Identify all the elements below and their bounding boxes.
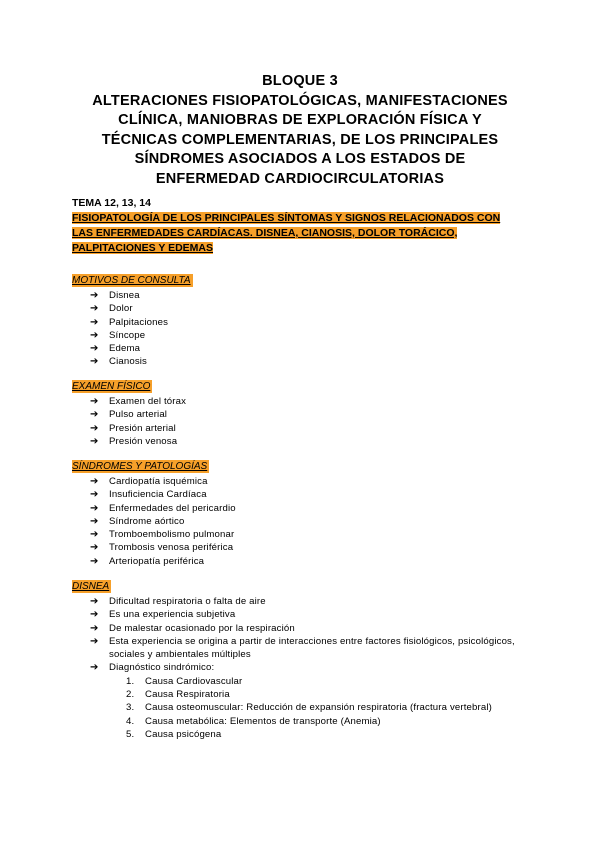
list-item-text: Examen del tórax: [109, 396, 187, 407]
list-item: [72, 661, 542, 674]
list-item: [72, 515, 542, 528]
arrow-icon: ➔: [90, 542, 99, 554]
list-item-text: Palpitaciones: [109, 316, 169, 328]
bullet-list: [72, 595, 542, 675]
list-item: [72, 408, 542, 421]
list-item-text: Trombosis venosa periférica: [109, 542, 234, 554]
list-item-text: Tromboembolismo pulmonar: [109, 529, 235, 541]
list-item-text: Síndrome aórtico: [109, 515, 185, 527]
section-motivos-consulta: [72, 270, 542, 369]
title-line: ENFERMEDAD CARDIOCIRCULATORIAS: [155, 170, 445, 187]
list-item-text: Cardiopatía isquémica: [109, 476, 208, 487]
list-item-text: Diagnóstico sindrómico:: [109, 662, 215, 674]
arrow-icon: ➔: [90, 529, 99, 541]
arrow-icon: ➔: [90, 662, 99, 674]
list-item-text: Presión venosa: [109, 435, 178, 447]
arrow-icon: ➔: [90, 502, 99, 514]
arrow-icon: ➔: [90, 422, 99, 434]
section-examen-fisico: [72, 376, 542, 448]
list-item: [72, 502, 542, 515]
list-item: [72, 355, 542, 368]
list-item: [72, 302, 542, 315]
list-item-text: Dolor: [109, 303, 133, 315]
numbered-item-text: Causa metabólica: Elementos de transporte (Anemia): [145, 715, 381, 727]
section-heading: MOTIVOS DE CONSULTA: [72, 275, 191, 286]
list-item-text: Es una experiencia subjetiva: [109, 609, 236, 621]
list-item: [72, 595, 542, 608]
subtitle-line: FISIOPATOLOGÍA DE LOS PRINCIPALES SÍNTOMAS Y SIGNOS RELACIONADOS CON: [72, 212, 501, 224]
arrow-icon: ➔: [90, 515, 99, 527]
numbered-item: [72, 701, 542, 714]
list-item-text: Presión arterial: [109, 422, 176, 434]
arrow-icon: ➔: [90, 476, 99, 487]
arrow-icon: ➔: [90, 596, 99, 607]
list-item: [72, 635, 542, 662]
arrow-icon: ➔: [90, 290, 99, 301]
item-number: 1.: [126, 675, 135, 687]
title-line: SÍNDROMES ASOCIADOS A LOS ESTADOS DE: [134, 151, 466, 167]
arrow-icon: ➔: [90, 555, 99, 567]
list-item: [72, 342, 542, 355]
section-heading: DISNEA: [72, 581, 110, 592]
arrow-icon: ➔: [90, 435, 99, 447]
list-item-text: Dificultad respiratoria o falta de aire: [109, 596, 266, 607]
arrow-icon: ➔: [90, 409, 99, 421]
item-number: 3.: [126, 702, 135, 714]
numbered-item-text: Causa osteomuscular: Reducción de expansión respiratoria (fractura vertebral): [145, 702, 492, 714]
list-item: [72, 622, 542, 635]
numbered-item: [72, 675, 542, 688]
list-item-text: Síncope: [109, 329, 146, 341]
list-item-text: Enfermedades del pericardio: [109, 502, 236, 514]
subtitle-line: LAS ENFERMEDADES CARDÍACAS. DISNEA, CIANOSIS, DOLOR TORÁCICO,: [72, 227, 458, 239]
arrow-icon: ➔: [90, 316, 99, 328]
arrow-icon: ➔: [90, 303, 99, 315]
numbered-list: [72, 675, 542, 741]
arrow-icon: ➔: [90, 396, 99, 407]
arrow-icon: ➔: [90, 622, 99, 634]
list-item-text: Edema: [109, 343, 141, 355]
topic-subtitle: [72, 211, 534, 256]
numbered-item: [72, 688, 542, 701]
list-item: [72, 435, 542, 448]
section-heading: EXAMEN FÍSICO: [72, 381, 151, 392]
list-item: [72, 329, 542, 342]
arrow-icon: ➔: [90, 343, 99, 355]
list-item-text: Esta experiencia se origina a partir de interacciones entre factores fisiológicos, psicológicos, sociales y ambientales múltiples: [109, 635, 515, 661]
numbered-item-text: Causa Cardiovascular: [145, 675, 243, 687]
title-line: TÉCNICAS COMPLEMENTARIAS, DE LOS PRINCIPALES: [101, 131, 499, 148]
list-item: [72, 488, 542, 501]
section-sindromes-patologias: [72, 456, 542, 568]
arrow-icon: ➔: [90, 356, 99, 368]
numbered-item-text: Causa Respiratoria: [145, 689, 230, 701]
list-item: [72, 475, 542, 488]
item-number: 5.: [126, 728, 135, 740]
list-item: [72, 608, 542, 621]
list-item-text: Arteriopatía periférica: [109, 555, 205, 567]
list-item-text: Insuficiencia Cardíaca: [109, 489, 207, 501]
bullet-list: [72, 475, 542, 568]
document-title: [60, 72, 540, 189]
list-item: [72, 316, 542, 329]
bullet-list: [72, 289, 542, 369]
list-item-text: Pulso arterial: [109, 409, 168, 421]
item-number: 4.: [126, 715, 135, 727]
list-item-text: Cianosis: [109, 356, 147, 368]
section-heading: SÍNDROMES Y PATOLOGÍAS: [72, 461, 208, 472]
numbered-item-text: Causa psicógena: [145, 728, 222, 740]
arrow-icon: ➔: [90, 635, 99, 647]
section-disnea: [72, 576, 542, 741]
title-line: CLÍNICA, MANIOBRAS DE EXPLORACIÓN FÍSICA Y: [118, 112, 482, 128]
arrow-icon: ➔: [90, 489, 99, 501]
numbered-item: [72, 728, 542, 741]
title-line: BLOQUE 3: [262, 73, 338, 89]
numbered-item: [72, 715, 542, 728]
subtitle-line: PALPITACIONES Y EDEMAS: [72, 242, 213, 254]
title-line: ALTERACIONES FISIOPATOLÓGICAS, MANIFESTACIONES: [92, 92, 508, 109]
list-item: [72, 541, 542, 554]
list-item-text: De malestar ocasionado por la respiración: [109, 622, 295, 634]
bullet-list: [72, 395, 542, 448]
item-number: 2.: [126, 689, 135, 701]
tema-label: TEMA 12, 13, 14: [72, 197, 151, 209]
list-item: [72, 422, 542, 435]
list-item-text: Disnea: [109, 290, 140, 301]
list-item: [72, 289, 542, 302]
arrow-icon: ➔: [90, 329, 99, 341]
arrow-icon: ➔: [90, 609, 99, 621]
list-item: [72, 395, 542, 408]
list-item: [72, 555, 542, 568]
list-item: [72, 528, 542, 541]
